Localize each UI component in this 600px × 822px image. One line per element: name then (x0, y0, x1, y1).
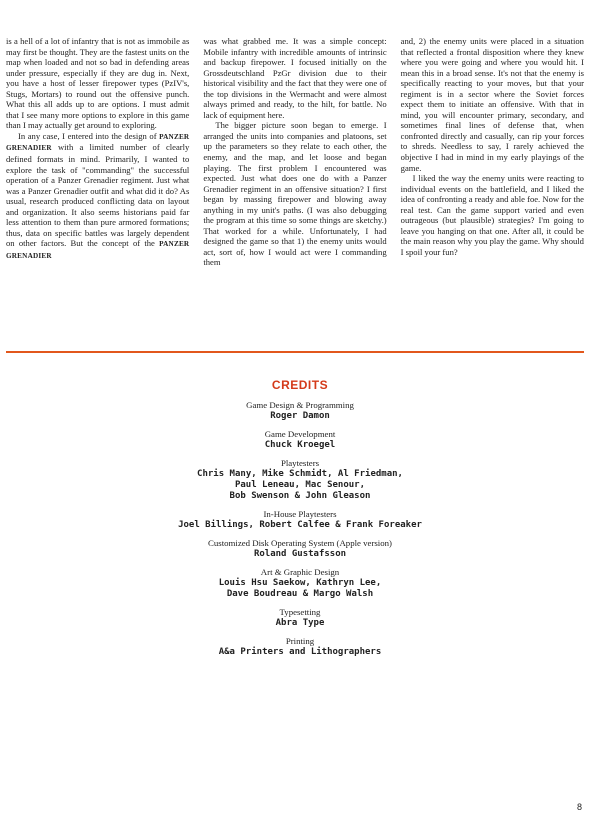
article-column-1 (6, 36, 189, 268)
paragraph: I liked the way the enemy units were reacting to individual events on the battlefield, and I liked the idea of confronting a ready and able foe. Now for the real test. Can the game support varied and even outrageous (but plausible) strategies? I'm going to leave you hanging on that one. After all, it could be the main reason why you play the game. Why should I spoil your fun? (400, 173, 584, 257)
section-divider (6, 351, 584, 353)
credits-title: CREDITS (271, 378, 329, 392)
credit-names: Roger Damon (270, 411, 330, 421)
credit-block (0, 458, 600, 502)
credit-role: In-House Playtesters (263, 509, 337, 519)
credit-role: Printing (285, 636, 315, 646)
paragraph (6, 131, 189, 262)
credit-names: Joel Billings, Robert Calfee & Frank Foreaker (178, 520, 422, 530)
credit-block (0, 636, 600, 658)
paragraph: is a hell of a lot of infantry that is not as immobile as may first be thought. They are the fastest units on the map when loaded and not so bad in defending areas under pressure, especially if they are dug in. Next, you have a host of lesser firepower types (PzIV's, Stugs, Mortars) to round out the offensive punch. What this all adds up to are options. I must admit that I see many more options to explore in this game than I may actually get around to exploring. (6, 36, 190, 131)
credit-block (0, 567, 600, 600)
credit-role: Game Design & Programming (246, 400, 354, 410)
credit-role: Typesetting (279, 607, 321, 617)
credit-block (0, 429, 600, 451)
credits-section (0, 380, 600, 665)
credit-names: Chris Many, Mike Schmidt, Al Friedman, (197, 469, 403, 479)
page-number: 8 (576, 802, 582, 812)
credit-names: Bob Swenson & John Gleason (229, 491, 371, 501)
credit-names: Louis Hsu Saekow, Kathryn Lee, (218, 578, 382, 588)
paragraph: was what grabbed me. It was a simple concept: Mobile infantry with incredible amounts of intrinsic and backup firepower. I focused initially on the Grossdeutschland PzGr division due to their historical visibility and the fact that they were one of the top divisions in the Wermacht and were almost always primed and ready, to the hilt, for battle. No lack of equipment here. (203, 36, 387, 120)
article-columns (6, 36, 584, 268)
credit-names: A&a Printers and Lithographers (218, 647, 382, 657)
credit-block (0, 607, 600, 629)
paragraph-text: In any case, I entered into the design of (18, 130, 160, 141)
credit-names: Roland Gustafsson (253, 549, 347, 559)
article-column-3 (401, 36, 584, 268)
credit-names: Abra Type (275, 618, 325, 628)
credit-list (0, 400, 600, 658)
credit-role: Playtesters (280, 458, 320, 468)
article-column-2 (203, 36, 386, 268)
credit-block (0, 509, 600, 531)
credit-names: Paul Leneau, Mac Senour, (234, 480, 366, 490)
game-title-smallcaps: PANZER GRENADIER (6, 132, 190, 153)
credit-block (0, 400, 600, 422)
credit-names: Chuck Kroegel (264, 440, 336, 450)
credit-role: Art & Graphic Design (260, 567, 340, 577)
credit-names: Dave Boudreau & Margo Walsh (226, 589, 374, 599)
paragraph-text: with a limited number of clearly defined formats in mind. Primarily, I wanted to explore the task of "commanding" the successful operation of a Panzer Grenadier regiment. Just what was a Panzer Grenadier outfit and what did it do? As usual, research produced conflicting data on layout and organization. It also seems historians paid far less attention to them than pure armored formations; thus, data on specific battles was largely dependent on other factors. But the concept of the (6, 142, 190, 249)
credit-block (0, 538, 600, 560)
game-title-smallcaps: PANZER GRENADIER (6, 240, 190, 260)
paragraph: and, 2) the enemy units were placed in a situation that reflected a frontal disposition where they knew where you were going and where you would hit. I mean this in a broad sense. It's not that the enemy is specifically reacting to your moves, but that your regiment is in a sector where the Soviet forces expect them to initiate an offensive. With that in mind, you will encounter primary, secondary, and sometimes final lines of defense that, when confronted directly and casually, can rip your forces to shreds. Needless to say, I rarely achieved the objective I had in mind in my early playings of the game. (400, 36, 584, 173)
paragraph: The bigger picture soon began to emerge. I arranged the units into companies and platoons, set up the parameters so they relate to each other, the enemy, and the map, and let loose and began playing. The first problem I encountered was expected. Just what does one do with a Panzer Grenadier regiment in an offensive situation? I first began by massing firepower and blowing away anything in my unit's paths. (I was also debugging the program at this time so some things are sketchy.) That worked for a while. Unfortunately, I had designed the game so that 1) the enemy units would act, sort of, how I would act were I commanding them (203, 120, 387, 268)
credit-role: Customized Disk Operating System (Apple version) (208, 538, 392, 548)
credit-role: Game Development (264, 429, 336, 439)
